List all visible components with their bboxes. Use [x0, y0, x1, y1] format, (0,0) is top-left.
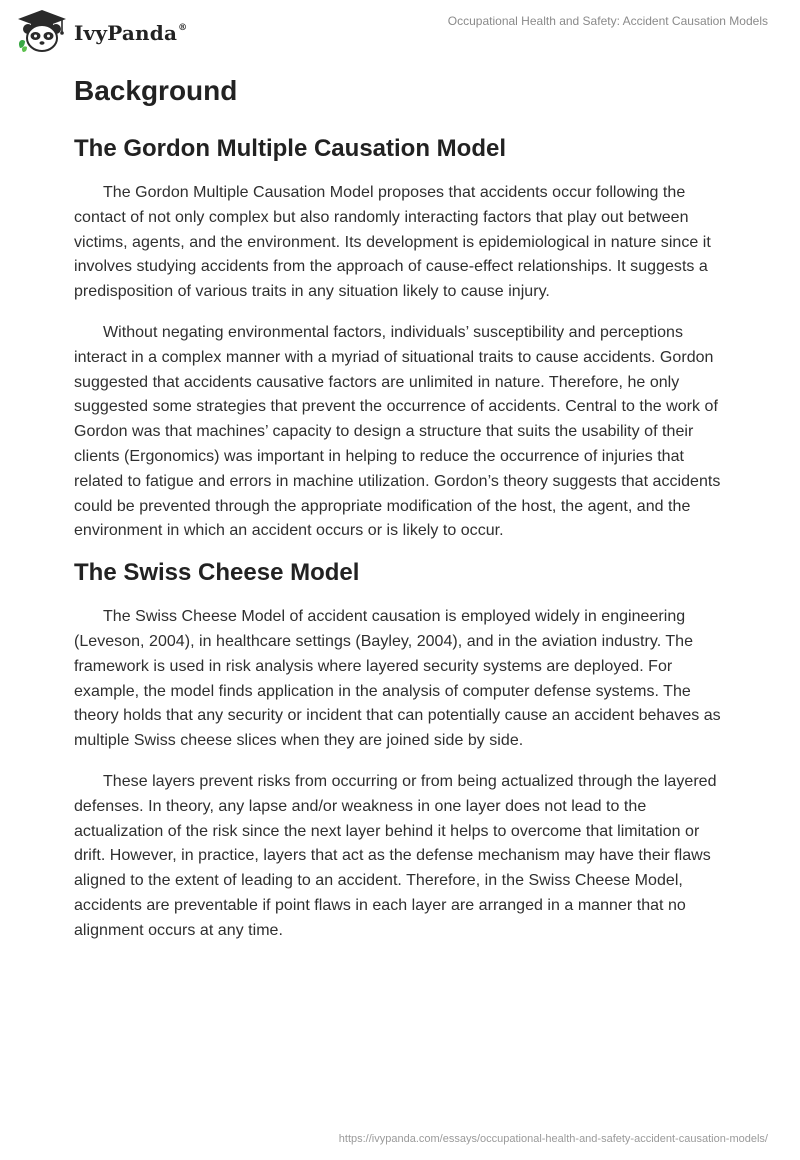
logo-wordmark: IvyPanda® — [74, 21, 188, 45]
panda-graduate-icon — [14, 8, 70, 54]
paragraph: The Gordon Multiple Causation Model proposes that accidents occur following the contact of not only complex but also randomly interacting factors that play out between victims, agents, and the environment. Its development is epidemiological in nature since it involves studying accidents from the approach of cause-effect relationships. It suggests a predisposition of various traits in any situation likely to cause injury. — [74, 184, 711, 301]
page-title: Background — [74, 75, 238, 106]
running-title: Occupational Health and Safety: Accident Causation Models — [447, 14, 768, 28]
page-header — [0, 0, 800, 60]
section-heading-gordon: The Gordon Multiple Causation Model — [74, 135, 506, 162]
ivypanda-logo[interactable] — [14, 8, 187, 54]
paragraph: Without negating environmental factors, individuals’ susceptibility and perceptions interact in a complex manner with a myriad of situational traits to cause accidents. Gordon suggested that accidents causative factors are unlimited in nature. Therefore, he only suggested some strategies that prevent the occurrence of accidents. Central to the work of Gordon was that machines’ capacity to design a structure that suits the usability of their clients (Ergonomics) was important in helping to reduce the occurrence of injuries that related to fatigue and errors in machine utilization. Gordon’s theory suggests that accidents could be prevented through the appropriate modification of the host, the agent, and the environment in which an accident occurs or is likely to occur. — [74, 323, 721, 540]
section-heading-swiss-cheese: The Swiss Cheese Model — [74, 559, 360, 587]
paragraph: The Swiss Cheese Model of accident causation is employed widely in engineering (Leveson, 2004), in healthcare settings (Bayley, 2004), and in the aviation industry. The framework is used in risk analysis where layered security systems are deployed. For example, the model finds application in the analysis of computer defense systems. The theory holds that any security or incident that can potentially cause an accident behaves as multiple Swiss cheese slices when they are joined side by side. — [74, 608, 721, 750]
paragraph: These layers prevent risks from occurring or from being actualized through the layered defenses. In theory, any lapse and/or weakness in one layer does not lead to the actualization of the risk since the next layer behind it helps to overcome that limitation or drift. However, in practice, layers that act as the defense mechanism may have their flaws aligned to the extent of leading to an accident. Therefore, in the Swiss Cheese Model, accidents are preventable if point flaws in each layer are arranged in a manner that no alignment occurs at any time. — [74, 772, 717, 939]
essay-content — [74, 70, 729, 944]
source-url[interactable]: https://ivypanda.com/essays/occupational-health-and-safety-accident-causation-models/ — [338, 1133, 768, 1145]
